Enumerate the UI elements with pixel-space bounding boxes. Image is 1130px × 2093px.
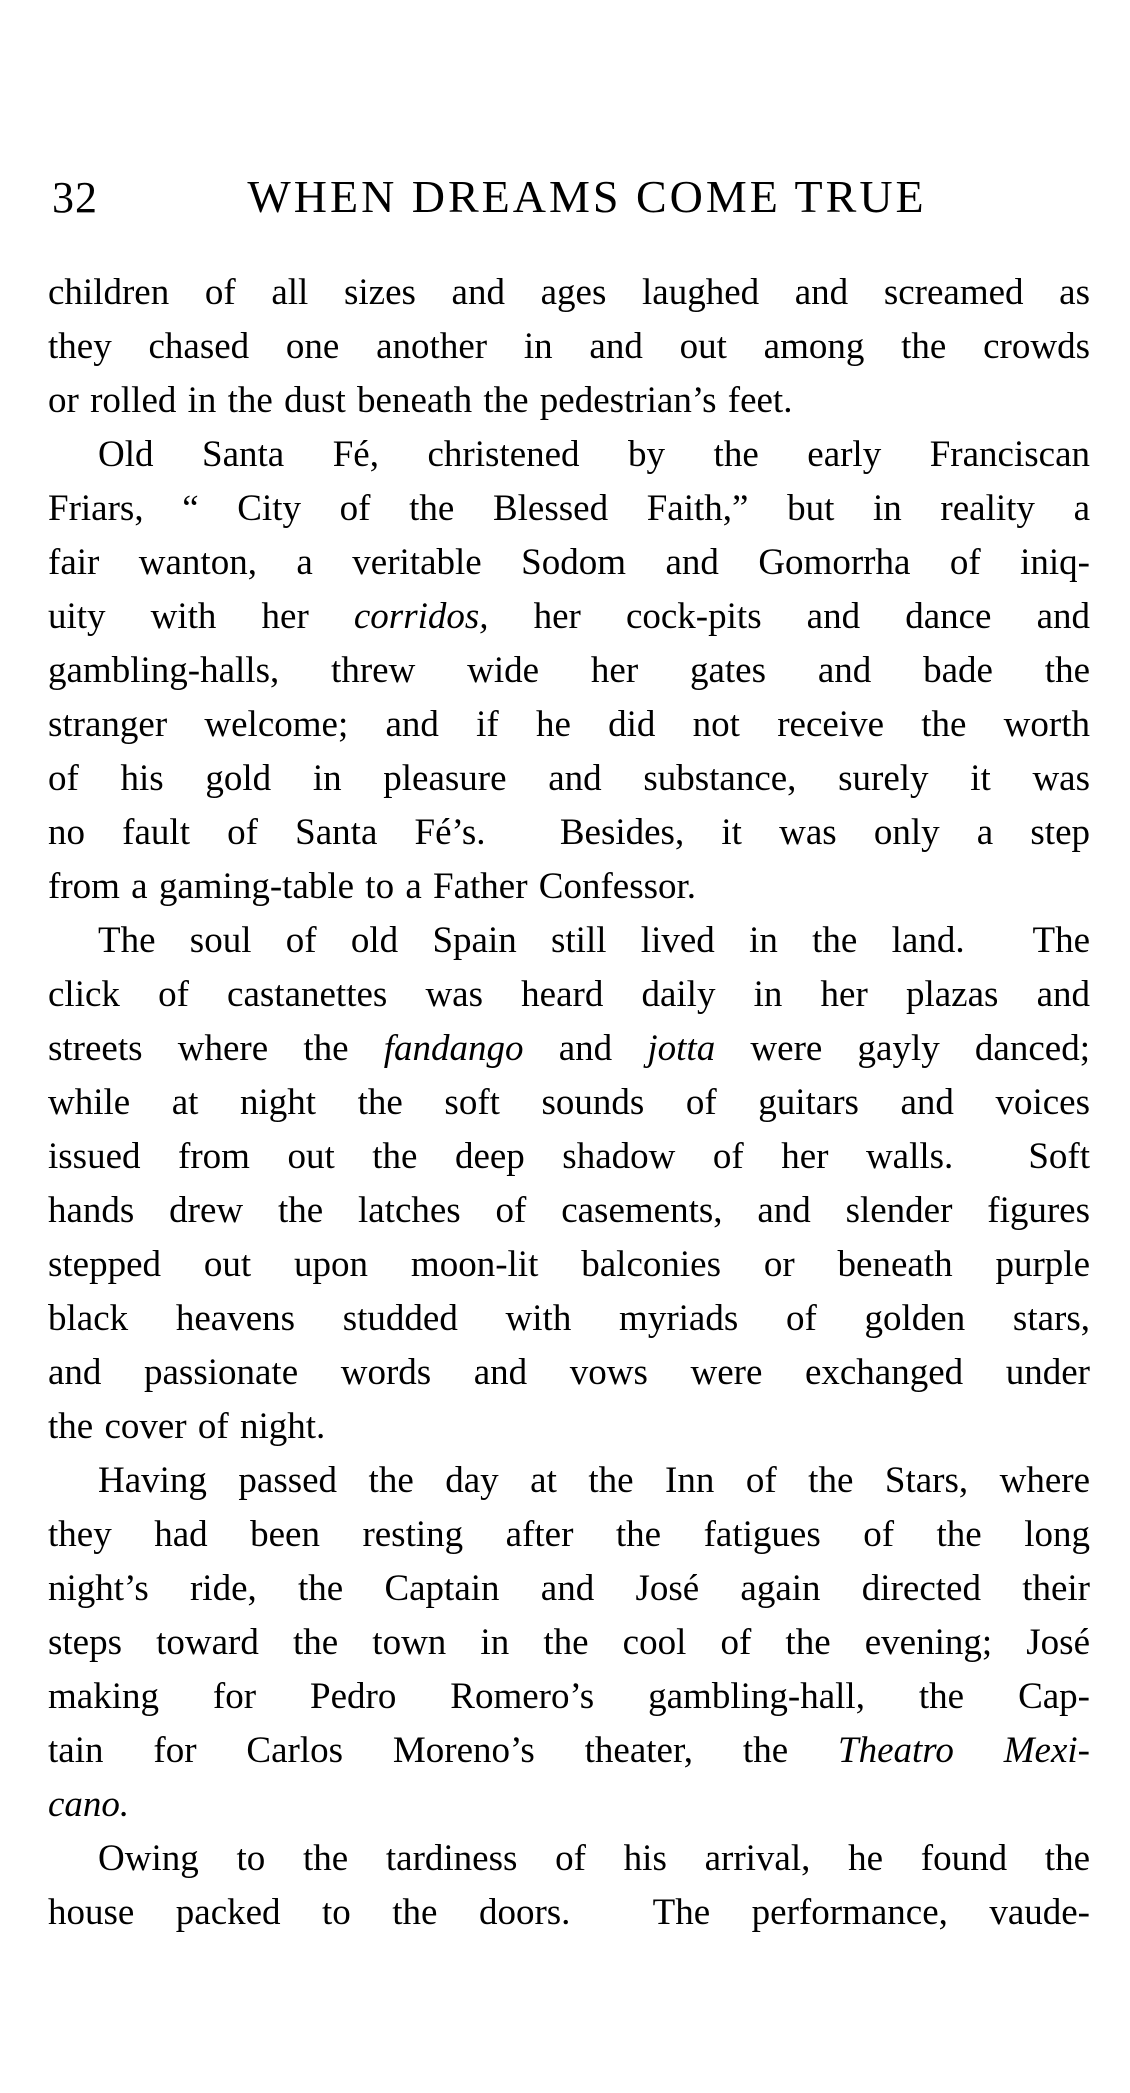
text-line [48, 698, 1090, 752]
text-line [48, 374, 1090, 428]
text-segment: from a gaming-table to a Father Confessor. [48, 866, 697, 907]
text-segment: while at night the soft sounds of guitars and voices [48, 1082, 1090, 1123]
text-segment: no fault of Santa Fé’s. Besides, it was only a step [48, 812, 1090, 853]
text-line [48, 1508, 1090, 1562]
text-segment: gambling-halls, threw wide her gates and bade the [48, 650, 1090, 691]
text-line [48, 428, 1090, 482]
text-line [48, 590, 1090, 644]
text-line [48, 806, 1090, 860]
text-segment: Old Santa Fé, christened by the early Franciscan [98, 434, 1090, 475]
text-line [48, 752, 1090, 806]
text-segment: click of castanettes was heard daily in her plazas and [48, 974, 1090, 1015]
text-line [48, 1076, 1090, 1130]
text-line [48, 1022, 1090, 1076]
text-line [48, 1778, 1090, 1832]
text-segment: issued from out the deep shadow of her walls. Soft [48, 1136, 1090, 1177]
italic-text-segment: fandango [383, 1028, 524, 1069]
text-line [48, 1130, 1090, 1184]
text-segment: and [523, 1028, 648, 1069]
text-segment: Owing to the tardiness of his arrival, he found the [98, 1838, 1090, 1879]
text-segment: steps toward the town in the cool of the evening; José [48, 1622, 1090, 1663]
text-segment: making for Pedro Romero’s gambling-hall, the Cap- [48, 1676, 1090, 1717]
italic-text-segment: Theatro Mexi- [838, 1730, 1090, 1771]
page-body [48, 266, 1090, 1940]
italic-text-segment: jotta [647, 1028, 716, 1069]
text-line [48, 266, 1090, 320]
text-segment: the cover of night. [48, 1406, 326, 1447]
text-segment: night’s ride, the Captain and José again directed their [48, 1568, 1090, 1609]
italic-text-segment: cano. [48, 1784, 130, 1825]
page-header [52, 170, 1090, 228]
text-line [48, 1562, 1090, 1616]
text-line [48, 1184, 1090, 1238]
text-segment: Friars, “ City of the Blessed Faith,” but in reality a [48, 488, 1090, 529]
text-line [48, 1724, 1090, 1778]
text-segment: uity with her [48, 596, 354, 637]
text-segment: they had been resting after the fatigues of the long [48, 1514, 1090, 1555]
text-segment: fair wanton, a veritable Sodom and Gomorrha of iniq- [48, 542, 1090, 583]
text-line [48, 644, 1090, 698]
text-line [48, 1346, 1090, 1400]
text-segment: they chased one another in and out among the crowds [48, 326, 1090, 367]
text-segment: house packed to the doors. The performance, vaude- [48, 1892, 1090, 1933]
text-line [48, 860, 1090, 914]
text-segment: her cock-pits and dance and [488, 596, 1090, 637]
text-line [48, 482, 1090, 536]
text-line [48, 1832, 1090, 1886]
text-line [48, 968, 1090, 1022]
text-segment: were gayly danced; [715, 1028, 1090, 1069]
text-line [48, 1292, 1090, 1346]
text-line [48, 1616, 1090, 1670]
text-line [48, 1454, 1090, 1508]
text-line [48, 320, 1090, 374]
text-segment: and passionate words and vows were exchanged under [48, 1352, 1090, 1393]
text-line [48, 536, 1090, 590]
running-title: WHEN DREAMS COME TRUE [247, 171, 927, 222]
text-line [48, 1400, 1090, 1454]
text-segment: or rolled in the dust beneath the pedestrian’s feet. [48, 380, 793, 421]
text-line [48, 914, 1090, 968]
text-segment: The soul of old Spain still lived in the land. The [98, 920, 1090, 961]
text-line [48, 1886, 1090, 1940]
text-segment: stranger welcome; and if he did not receive the worth [48, 704, 1090, 745]
text-segment: hands drew the latches of casements, and slender figures [48, 1190, 1090, 1231]
text-segment: black heavens studded with myriads of golden stars, [48, 1298, 1090, 1339]
text-line [48, 1670, 1090, 1724]
text-segment: streets where the [48, 1028, 384, 1069]
page-number: 32 [52, 173, 98, 222]
text-segment: of his gold in pleasure and substance, surely it was [48, 758, 1090, 799]
text-segment: stepped out upon moon-lit balconies or beneath purple [48, 1244, 1090, 1285]
text-segment: Having passed the day at the Inn of the Stars, where [98, 1460, 1090, 1501]
text-segment: children of all sizes and ages laughed and screamed as [48, 272, 1090, 313]
italic-text-segment: corridos, [353, 596, 489, 637]
text-segment: tain for Carlos Moreno’s theater, the [48, 1730, 839, 1771]
text-line [48, 1238, 1090, 1292]
